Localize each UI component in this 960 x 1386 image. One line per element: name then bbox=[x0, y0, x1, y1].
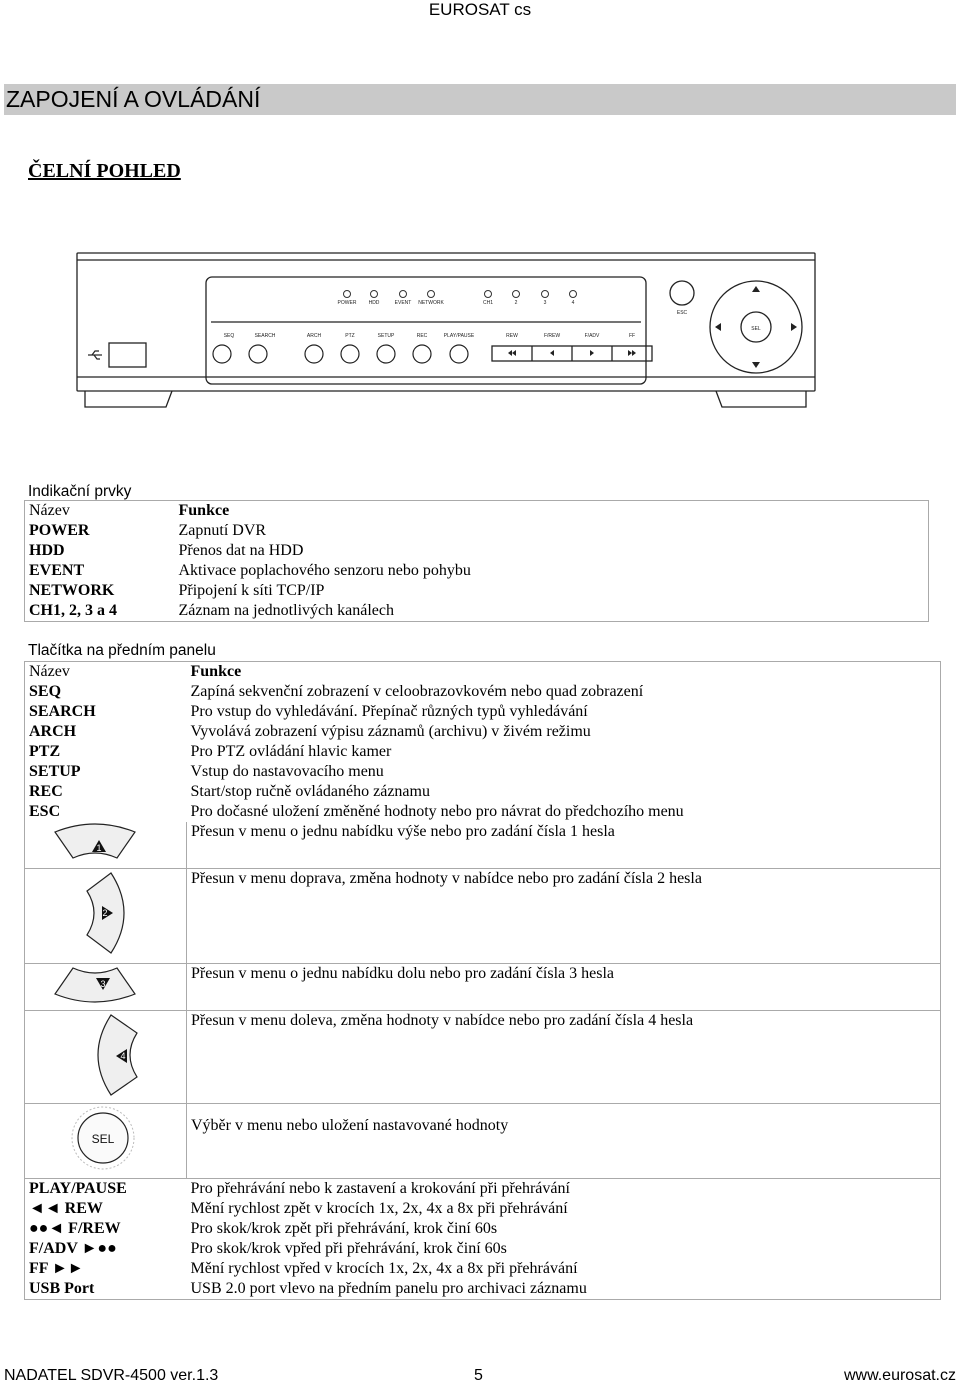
sel-button-icon bbox=[25, 1104, 165, 1172]
cell-func: Mění rychlost vpřed v krocích 1x, 2x, 4x a 8x při přehrávání bbox=[190, 1260, 578, 1277]
cell-name: SEQ bbox=[29, 683, 62, 700]
table-header-row bbox=[25, 662, 941, 683]
cell-func: Pro skok/krok zpět při přehrávání, krok činí 60s bbox=[190, 1220, 498, 1237]
page-header: EUROSAT cs bbox=[428, 0, 532, 19]
cell-func: Start/stop ručně ovládaného záznamu bbox=[190, 783, 430, 800]
cell-name: EVENT bbox=[29, 562, 85, 579]
cell-name: NETWORK bbox=[29, 582, 115, 599]
transport-label: FF bbox=[628, 333, 636, 339]
button-label: PTZ bbox=[345, 333, 355, 339]
cell-func: Vyvolává zobrazení výpisu záznamů (archivu) v živém režimu bbox=[190, 723, 591, 740]
led-label: EVENT bbox=[394, 300, 412, 306]
cell-func: USB 2.0 port vlevo na předním panelu pro archivaci záznamu bbox=[190, 1280, 587, 1297]
table-row bbox=[25, 722, 941, 742]
dvr-front-panel bbox=[76, 252, 816, 412]
led-label: NETWORK bbox=[418, 300, 444, 306]
sel-label: SEL bbox=[751, 326, 761, 332]
button-label: ARCH bbox=[306, 333, 322, 339]
table-row bbox=[25, 1219, 941, 1239]
led-label: 3 bbox=[543, 300, 547, 306]
cell-name: SETUP bbox=[29, 763, 81, 780]
cell-func: Pro přehrávání nebo k zastavení a krokování při přehrávání bbox=[190, 1180, 570, 1197]
table-row bbox=[25, 1259, 941, 1279]
table-row bbox=[25, 742, 941, 762]
right-arrow-icon bbox=[25, 869, 165, 957]
table-row bbox=[25, 869, 941, 964]
cell-name: REC bbox=[29, 783, 63, 800]
table-row bbox=[25, 762, 941, 782]
cell-name: CH1, 2, 3 a 4 bbox=[29, 602, 117, 619]
cell-func: Přesun v menu o jednu nabídku výše nebo pro zadání čísla 1 hesla bbox=[191, 823, 615, 840]
led-label: 4 bbox=[571, 300, 575, 306]
cell-name: FF ►► bbox=[29, 1260, 84, 1277]
cell-name: ◄◄ REW bbox=[29, 1200, 103, 1217]
table-row bbox=[25, 964, 941, 1011]
cell-func: Přesun v menu doprava, změna hodnoty v nabídce nebo pro zadání čísla 2 hesla bbox=[187, 869, 941, 964]
transport-label: F/REW bbox=[543, 333, 561, 339]
cell-func: Zapnutí DVR bbox=[178, 522, 267, 539]
cell-name: ●●◄ F/REW bbox=[29, 1220, 121, 1237]
usb-icon bbox=[88, 351, 102, 359]
cell-name: SEARCH bbox=[29, 703, 96, 720]
table-row bbox=[25, 561, 929, 581]
cell-func: Mění rychlost zpět v krocích 1x, 2x, 4x a 8x při přehrávání bbox=[190, 1200, 568, 1217]
cell-name: HDD bbox=[29, 542, 65, 559]
down-arrow-icon bbox=[25, 964, 165, 1004]
transport-label: REW bbox=[506, 333, 518, 339]
table-row bbox=[25, 682, 941, 702]
transport-label: F/ADV bbox=[584, 333, 600, 339]
up-arrow-icon bbox=[25, 822, 165, 862]
cell-func: Připojení k síti TCP/IP bbox=[178, 582, 325, 599]
buttons-caption: Tlačítka na předním panelu bbox=[28, 642, 216, 659]
table-row bbox=[25, 541, 929, 561]
table-row bbox=[25, 1279, 941, 1300]
button-label: SETUP bbox=[377, 333, 395, 339]
cell-name: POWER bbox=[29, 522, 90, 539]
col-header: Funkce bbox=[178, 502, 230, 519]
cell-name: F/ADV ►●● bbox=[29, 1240, 117, 1257]
table-row bbox=[25, 521, 929, 541]
svg-text:1: 1 bbox=[96, 843, 102, 853]
page-number: 5 bbox=[474, 1367, 483, 1384]
cell-func: Přesun v menu o jednu nabídku dolu nebo pro zadání čísla 3 hesla bbox=[187, 964, 941, 1011]
buttons-table bbox=[24, 661, 941, 1300]
table-row bbox=[25, 601, 929, 622]
col-header: Název bbox=[29, 502, 70, 519]
cell-name: PLAY/PAUSE bbox=[29, 1180, 127, 1197]
left-arrow-icon bbox=[25, 1011, 165, 1097]
cell-func: Přenos dat na HDD bbox=[178, 542, 304, 559]
led-label: POWER bbox=[337, 300, 357, 306]
cell-func: Výběr v menu nebo uložení nastavované hodnoty bbox=[187, 1104, 941, 1179]
table-header-row bbox=[25, 501, 929, 522]
table-row bbox=[25, 1199, 941, 1219]
button-label: SEARCH bbox=[254, 333, 276, 339]
cell-func: Záznam na jednotlivých kanálech bbox=[178, 602, 394, 619]
table-row bbox=[25, 1011, 941, 1104]
esc-label: ESC bbox=[676, 310, 688, 316]
table-row bbox=[25, 1179, 941, 1200]
cell-func: Přesun v menu doleva, změna hodnoty v nabídce nebo pro zadání čísla 4 hesla bbox=[187, 1011, 941, 1104]
svg-text:SEL: SEL bbox=[91, 1132, 115, 1146]
col-header: Název bbox=[29, 663, 70, 680]
table-row bbox=[25, 822, 941, 869]
button-label: SEQ bbox=[223, 333, 235, 339]
cell-func: Vstup do nastavovacího menu bbox=[190, 763, 384, 780]
led-label: CH1 bbox=[482, 300, 494, 306]
section-title: ZAPOJENÍ A OVLÁDÁNÍ bbox=[4, 84, 956, 115]
footer-website: www.eurosat.cz bbox=[843, 1367, 956, 1384]
cell-name: USB Port bbox=[29, 1280, 95, 1297]
svg-text:4: 4 bbox=[120, 1051, 126, 1061]
cell-func: Pro skok/krok vpřed při přehrávání, krok činí 60s bbox=[190, 1240, 507, 1257]
button-label: REC bbox=[416, 333, 428, 339]
subsection-title: ČELNÍ POHLED bbox=[28, 160, 181, 182]
svg-text:2: 2 bbox=[102, 908, 108, 918]
svg-text:3: 3 bbox=[100, 979, 106, 989]
cell-func: Zapíná sekvenční zobrazení v celoobrazovkovém nebo quad zobrazení bbox=[190, 683, 644, 700]
table-row bbox=[25, 782, 941, 802]
cell-func: Aktivace poplachového senzoru nebo pohybu bbox=[178, 562, 471, 579]
col-header: Funkce bbox=[190, 663, 242, 680]
indicators-caption: Indikační prvky bbox=[28, 483, 132, 500]
table-row bbox=[25, 1104, 941, 1179]
table-row bbox=[25, 581, 929, 601]
cell-func: Pro dočasné uložení změněné hodnoty nebo pro návrat do předchozího menu bbox=[190, 803, 684, 820]
cell-func: Pro vstup do vyhledávání. Přepínač různých typů vyhledávání bbox=[190, 703, 588, 720]
footer-model: NADATEL SDVR-4500 ver.1.3 bbox=[4, 1367, 219, 1384]
table-row bbox=[25, 802, 941, 822]
cell-name: ARCH bbox=[29, 723, 77, 740]
button-label: PLAY/PAUSE bbox=[443, 333, 475, 339]
led-label: HDD bbox=[368, 300, 380, 306]
table-row bbox=[25, 702, 941, 722]
table-row bbox=[25, 1239, 941, 1259]
cell-name: ESC bbox=[29, 803, 61, 820]
cell-name: PTZ bbox=[29, 743, 61, 760]
cell-func: Pro PTZ ovládání hlavic kamer bbox=[190, 743, 392, 760]
indicators-table bbox=[24, 500, 929, 622]
led-label: 2 bbox=[514, 300, 518, 306]
